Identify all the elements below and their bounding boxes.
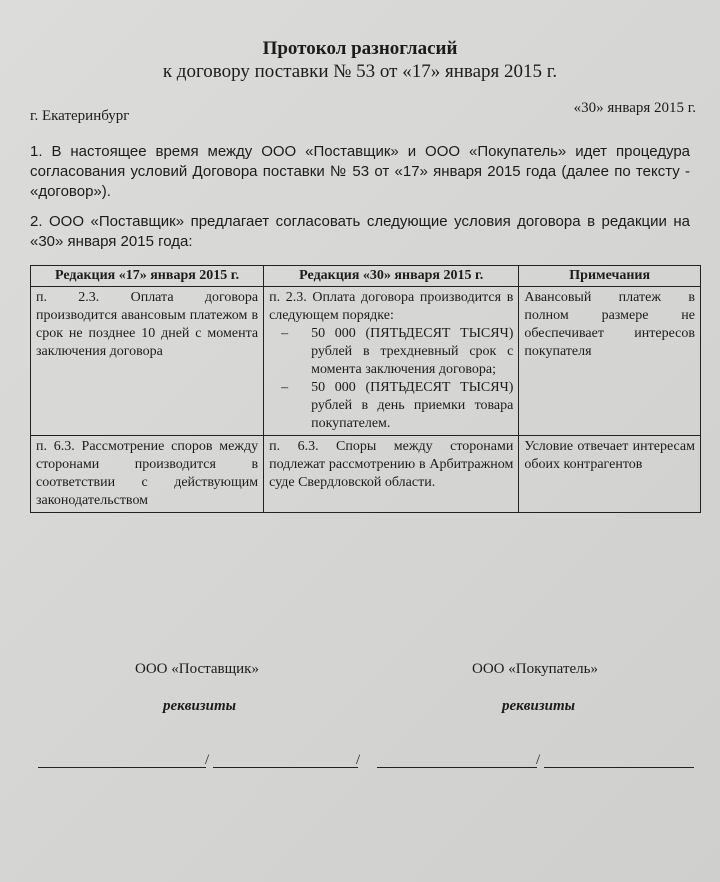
old-clause-text: п. 6.3. Рассмотрение споров между сторонами производится в соответствии с действующим законодательством [36, 439, 259, 508]
supplier-name: ООО «Поставщик» [135, 661, 259, 677]
document-title: Протокол разногласий [262, 38, 458, 59]
list-item: – 50 000 (ПЯТЬДЕСЯТ ТЫСЯЧ) рублей в трехдневный срок с момента заключения договора; [311, 325, 513, 379]
signature-separator: / [205, 752, 210, 768]
table-header-row [31, 266, 701, 287]
header-notes: Примечания [519, 266, 701, 287]
paragraph-2: 2. ООО «Поставщик» предлагает согласовать следующие условия договора в редакции на «30» января 2015 года: [30, 213, 690, 250]
list-item: – 50 000 (ПЯТЬДЕСЯТ ТЫСЯЧ) рублей в день приемки товара покупателем. [311, 379, 513, 433]
table-row [31, 436, 701, 513]
buyer-details: реквизиты [502, 698, 576, 714]
new-clause-intro: п. 2.3. Оплата договора производится в следующем порядке: [269, 290, 514, 323]
supplier-signature-line [38, 767, 206, 768]
old-clause-text: п. 2.3. Оплата договора производится авансовым платежом в срок не позднее 10 дней с момента заключения договора [36, 290, 259, 359]
paragraph-1: 1. В настоящее время между ООО «Поставщик» и ООО «Покупатель» идет процедура согласования условий Договора поставки № 53 от «17» января 2015 года (далее по тексту - «договор»). [30, 143, 690, 200]
header-old-edition: Редакция «17» января 2015 г. [31, 266, 264, 287]
table-row [31, 287, 701, 436]
signature-separator: / [356, 752, 361, 768]
document-subtitle: к договору поставки № 53 от «17» января 2015 г. [162, 61, 558, 82]
buyer-name: ООО «Покупатель» [472, 661, 598, 677]
note-text: Авансовый платеж в полном размере не обеспечивает интересов покупателя [524, 290, 695, 359]
new-clause-intro: п. 6.3. Споры между сторонами подлежат рассмотрению в Арбитражном суде Свердловской области. [269, 439, 514, 490]
payment-list [269, 325, 513, 433]
cell-notes [519, 436, 701, 513]
note-text: Условие отвечает интересам обоих контрагентов [524, 439, 695, 472]
cell-old-edition [31, 287, 264, 436]
cell-notes [519, 287, 701, 436]
cell-new-edition [264, 436, 519, 513]
buyer-signature-line [377, 767, 537, 768]
document-date: «30» января 2015 г. [573, 100, 696, 116]
cell-old-edition [31, 436, 264, 513]
disagreement-table [30, 265, 701, 513]
signature-separator: / [536, 752, 541, 768]
supplier-name-line [213, 767, 358, 768]
cell-new-edition [264, 287, 519, 436]
header-new-edition: Редакция «30» января 2015 г. [264, 266, 519, 287]
supplier-details: реквизиты [163, 698, 237, 714]
place-label: г. Екатеринбург [30, 108, 130, 124]
buyer-name-line [544, 767, 694, 768]
